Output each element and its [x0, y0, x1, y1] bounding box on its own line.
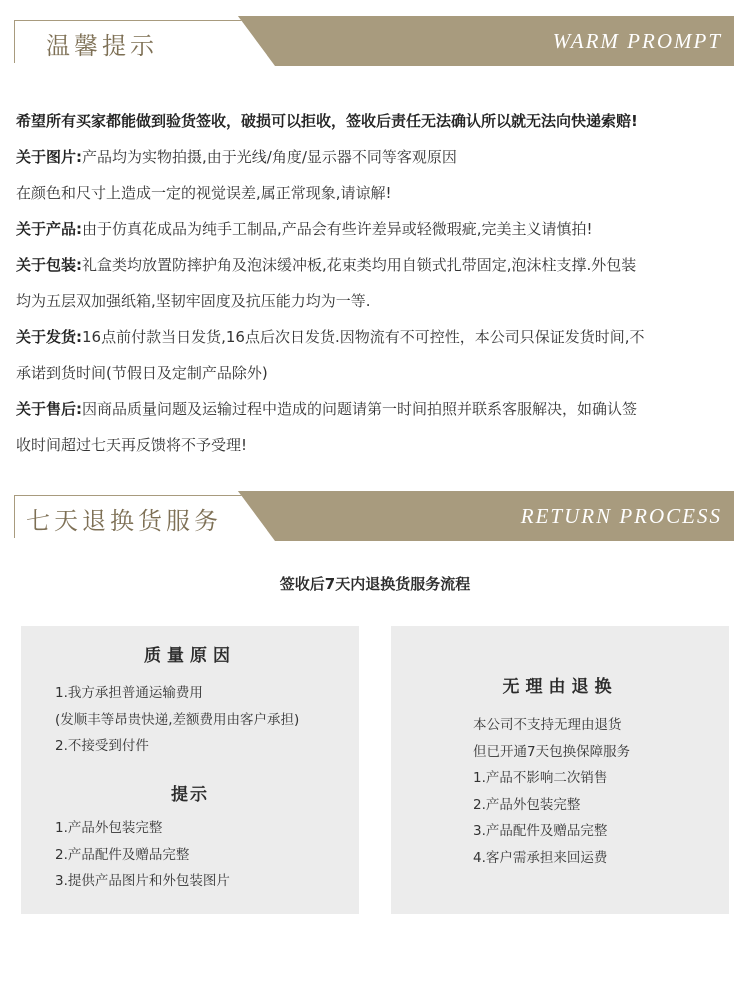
notice-intro: 希望所有买家都能做到验货签收，破损可以拒收，签收后责任无法确认所以就无法向快递索赔!: [16, 112, 638, 130]
list-item: 3.产品配件及赠品完整: [473, 823, 608, 839]
banner-title-en: WARM PROMPT: [552, 29, 722, 53]
notice-packing-cont: 均为五层双加强纸箱,坚韧牢固度及抗压能力均为一等.: [16, 292, 371, 310]
notice-label: 关于发货:: [16, 328, 82, 346]
banner-title-cn: 七天退换货服务: [26, 507, 222, 535]
notice-label: 关于图片:: [16, 148, 82, 166]
list-item: 3.提供产品图片和外包装图片: [55, 873, 230, 889]
notice-text: 由于仿真花成品为纯手工制品,产品会有些许差异或轻微瑕疵,完美主义请慎拍!: [82, 220, 593, 238]
list-item: 本公司不支持无理由退货: [473, 717, 622, 733]
notice-shipping: [16, 319, 726, 355]
panel-title: 无理由退换: [502, 677, 618, 697]
list-item: 4.客户需承担来回运费: [473, 849, 608, 866]
banner-title-cn: 温馨提示: [46, 32, 158, 60]
list-item: 2.产品配件及赠品完整: [55, 846, 190, 863]
return-process-banner: [10, 491, 734, 541]
panel-title: 质量原因: [144, 646, 236, 666]
notice-shipping-cont: 承诺到货时间(节假日及定制产品除外): [16, 364, 268, 382]
list-item: 2.产品外包装完整: [473, 796, 581, 813]
no-reason-return-panel: [391, 626, 729, 914]
notice-text: 16点前付款当日发货,16点后次日发货.因物流有不可控性，本公司只保证发货时间,不: [82, 328, 645, 346]
list-item: 但已开通7天包换保障服务: [473, 743, 631, 760]
notice-list: [16, 103, 726, 463]
notice-aftersale-cont: 收时间超过七天再反馈将不予受理!: [16, 436, 248, 454]
notice-label: 关于包装:: [16, 256, 82, 274]
notice-text: 因商品质量问题及运输过程中造成的问题请第一时间拍照并联系客服解决，如确认签: [82, 400, 638, 418]
notice-aftersale: [16, 391, 726, 427]
list-item: 2.不接受到付件: [55, 738, 149, 754]
notice-text: 产品均为实物拍摄,由于光线/角度/显示器不同等客观原因: [82, 148, 457, 166]
notice-images-cont: 在颜色和尺寸上造成一定的视觉误差,属正常现象,请谅解!: [16, 184, 392, 202]
list-item: 1.我方承担普通运输费用: [55, 685, 203, 701]
return-subtitle: 签收后7天内退换货服务流程: [279, 575, 471, 593]
notice-packing: [16, 247, 726, 283]
list-item: 1.产品外包装完整: [55, 820, 163, 836]
notice-text: 礼盒类均放置防摔护角及泡沫缓冲板,花束类均用自锁式扎带固定,泡沫柱支撑.外包装: [82, 256, 637, 274]
list-item: (发顺丰等昂贵快递,差额费用由客户承担): [55, 711, 300, 728]
notice-images: [16, 139, 726, 175]
notice-label: 关于产品:: [16, 220, 82, 238]
notice-label: 关于售后:: [16, 400, 82, 418]
panel-subtitle: 提示: [171, 785, 209, 805]
quality-reason-panel: [21, 626, 359, 914]
list-item: 1.产品不影响二次销售: [473, 770, 608, 786]
notice-product: [16, 211, 726, 247]
warm-prompt-banner: [10, 16, 734, 66]
banner-title-en: RETURN PROCESS: [520, 504, 722, 528]
